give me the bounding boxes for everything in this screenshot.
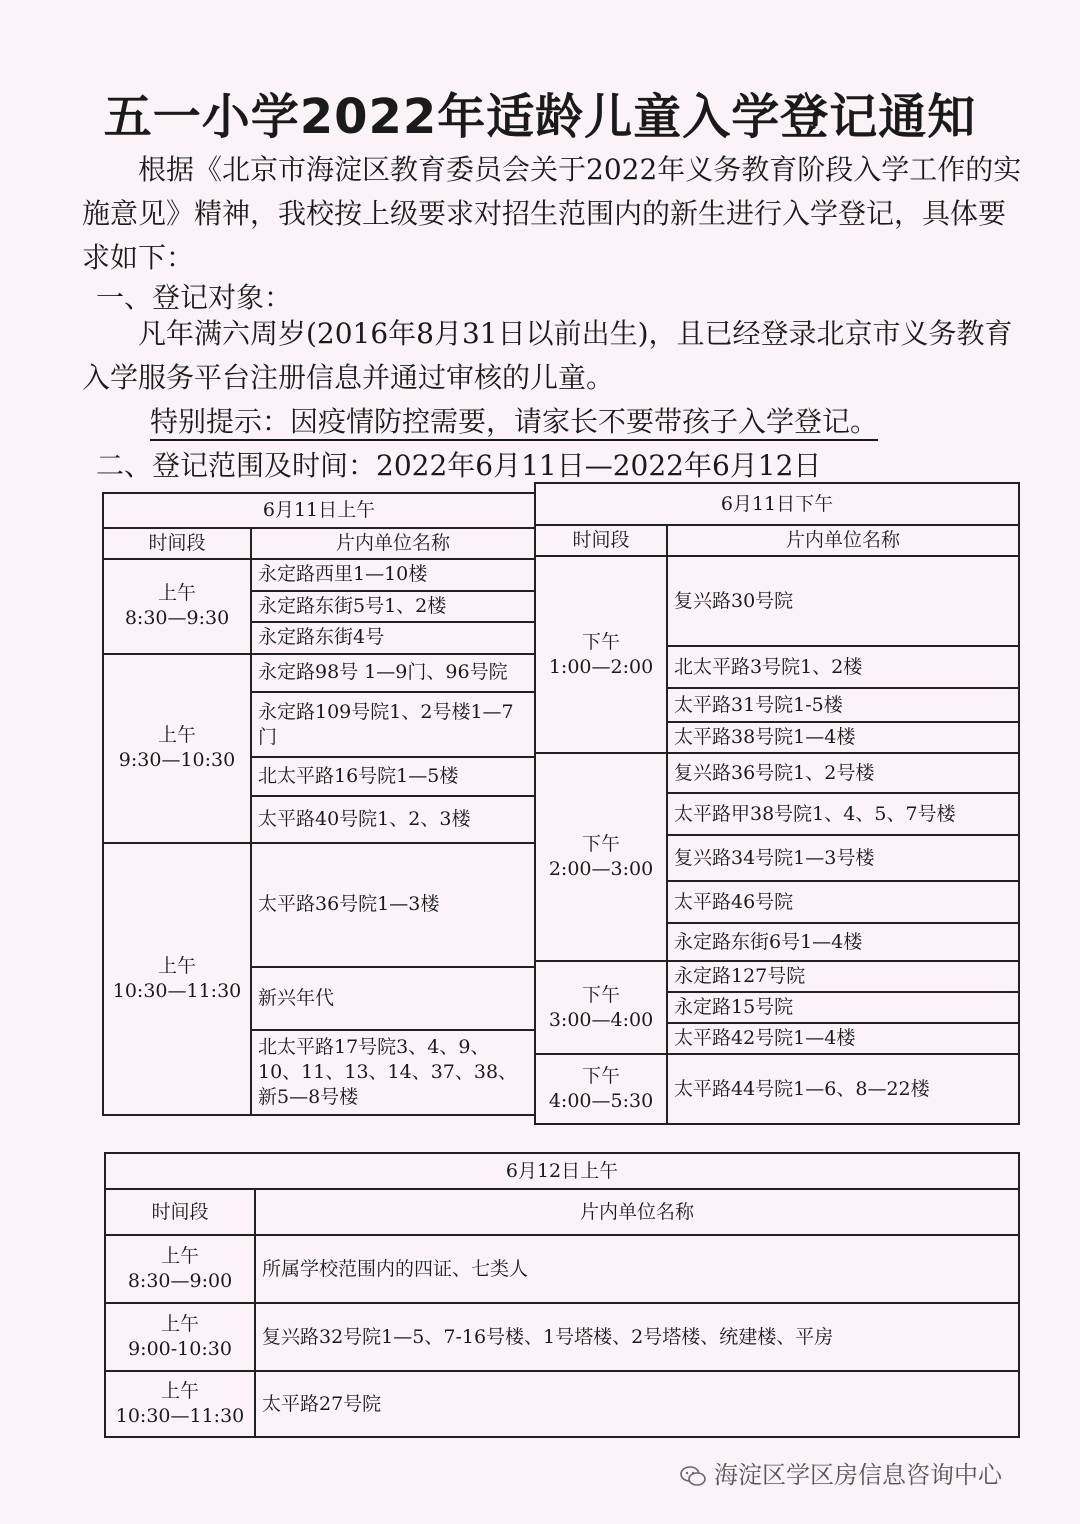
am12-col-time: 时间段 xyxy=(105,1189,255,1235)
am12-unit: 所属学校范围内的四证、七类人 xyxy=(255,1235,1019,1303)
pm11-unit: 复兴路30号院 xyxy=(667,556,1019,646)
am11-unit: 新兴年代 xyxy=(251,967,535,1030)
pm11-unit: 太平路甲38号院1、4、5、7号楼 xyxy=(667,793,1019,835)
am11-unit: 永定路109号院1、2号楼1—7门 xyxy=(251,692,535,757)
section1-body: 凡年满六周岁(2016年8月31日以前出生)，且已经登录北京市义务教育入学服务平台注册信息并通过审核的儿童。 xyxy=(82,317,1013,394)
intro-paragraph: 根据《北京市海淀区教育委员会关于2022年义务教育阶段入学工作的实施意见》精神，我校按上级要求对招生范围内的新生进行入学登记，具体要求如下： xyxy=(82,153,1022,274)
am12-slot-2-time: 上午 9:00-10:30 xyxy=(105,1303,255,1371)
am12-unit: 复兴路32号院1—5、7-16号楼、1号塔楼、2号塔楼、统建楼、平房 xyxy=(255,1303,1019,1371)
watermark-text: 海淀区学区房信息咨询中心 xyxy=(714,1461,1002,1489)
am11-unit: 太平路40号院1、2、3楼 xyxy=(251,796,535,843)
am11-unit: 永定路东街5号1、2楼 xyxy=(251,591,535,623)
special-hint: 特别提示：因疫情防控需要，请家长不要带孩子入学登记。 xyxy=(150,405,879,438)
section2-heading: 二、登记范围及时间：2022年6月11日—2022年6月12日 xyxy=(96,449,822,482)
am11-slot-3-time: 上午 10:30—11:30 xyxy=(103,843,251,1115)
pm11-table xyxy=(534,482,1020,1125)
am11-title: 6月11日上午 xyxy=(103,493,535,528)
am11-col-time: 时间段 xyxy=(103,528,251,560)
pm11-unit: 太平路46号院 xyxy=(667,881,1019,923)
am12-unit: 太平路27号院 xyxy=(255,1371,1019,1437)
pm11-slot-3-time: 下午 3:00—4:00 xyxy=(535,961,667,1054)
am12-table xyxy=(104,1152,1020,1438)
am11-unit: 永定路东街4号 xyxy=(251,622,535,654)
am11-unit: 永定路98号 1—9门、96号院 xyxy=(251,654,535,693)
pm11-slot-1-time: 下午 1:00—2:00 xyxy=(535,556,667,753)
pm11-col-time: 时间段 xyxy=(535,525,667,556)
am12-title: 6月12日上午 xyxy=(105,1153,1019,1189)
watermark xyxy=(680,1455,1002,1490)
pm11-unit: 北太平路3号院1、2楼 xyxy=(667,646,1019,688)
am12-slot-3-time: 上午 10:30—11:30 xyxy=(105,1371,255,1437)
pm11-unit: 太平路44号院1—6、8—22楼 xyxy=(667,1054,1019,1124)
am11-slot-2-time: 上午 9:30—10:30 xyxy=(103,654,251,843)
am11-unit: 永定路西里1—10楼 xyxy=(251,559,535,591)
pm11-slot-4-time: 下午 4:00—5:30 xyxy=(535,1054,667,1124)
pm11-unit: 太平路31号院1-5楼 xyxy=(667,688,1019,722)
page-title: 五一小学2022年适龄儿童入学登记通知 xyxy=(103,89,977,145)
am11-col-unit: 片内单位名称 xyxy=(251,528,535,560)
pm11-col-unit: 片内单位名称 xyxy=(667,525,1019,556)
pm11-unit: 永定路东街6号1—4楼 xyxy=(667,923,1019,961)
am11-unit: 北太平路17号院3、4、9、10、11、13、14、37、38、新5—8号楼 xyxy=(251,1030,535,1115)
section1-heading: 一、登记对象： xyxy=(96,281,293,314)
pm11-unit: 永定路127号院 xyxy=(667,961,1019,992)
pm11-unit: 太平路38号院1—4楼 xyxy=(667,722,1019,753)
am11-slot-1-time: 上午 8:30—9:30 xyxy=(103,559,251,654)
pm11-slot-2-time: 下午 2:00—3:00 xyxy=(535,753,667,961)
am11-unit: 太平路36号院1—3楼 xyxy=(251,843,535,967)
am11-table xyxy=(102,492,536,1116)
pm11-unit: 永定路15号院 xyxy=(667,992,1019,1023)
am12-slot-1-time: 上午 8:30—9:00 xyxy=(105,1235,255,1303)
pm11-unit: 复兴路34号院1—3号楼 xyxy=(667,835,1019,881)
pm11-unit: 复兴路36号院1、2号楼 xyxy=(667,753,1019,793)
pm11-unit: 太平路42号院1—4楼 xyxy=(667,1023,1019,1054)
am11-unit: 北太平路16号院1—5楼 xyxy=(251,757,535,796)
am12-col-unit: 片内单位名称 xyxy=(255,1189,1019,1235)
wechat-icon xyxy=(680,1465,706,1487)
pm11-title: 6月11日下午 xyxy=(535,483,1019,525)
